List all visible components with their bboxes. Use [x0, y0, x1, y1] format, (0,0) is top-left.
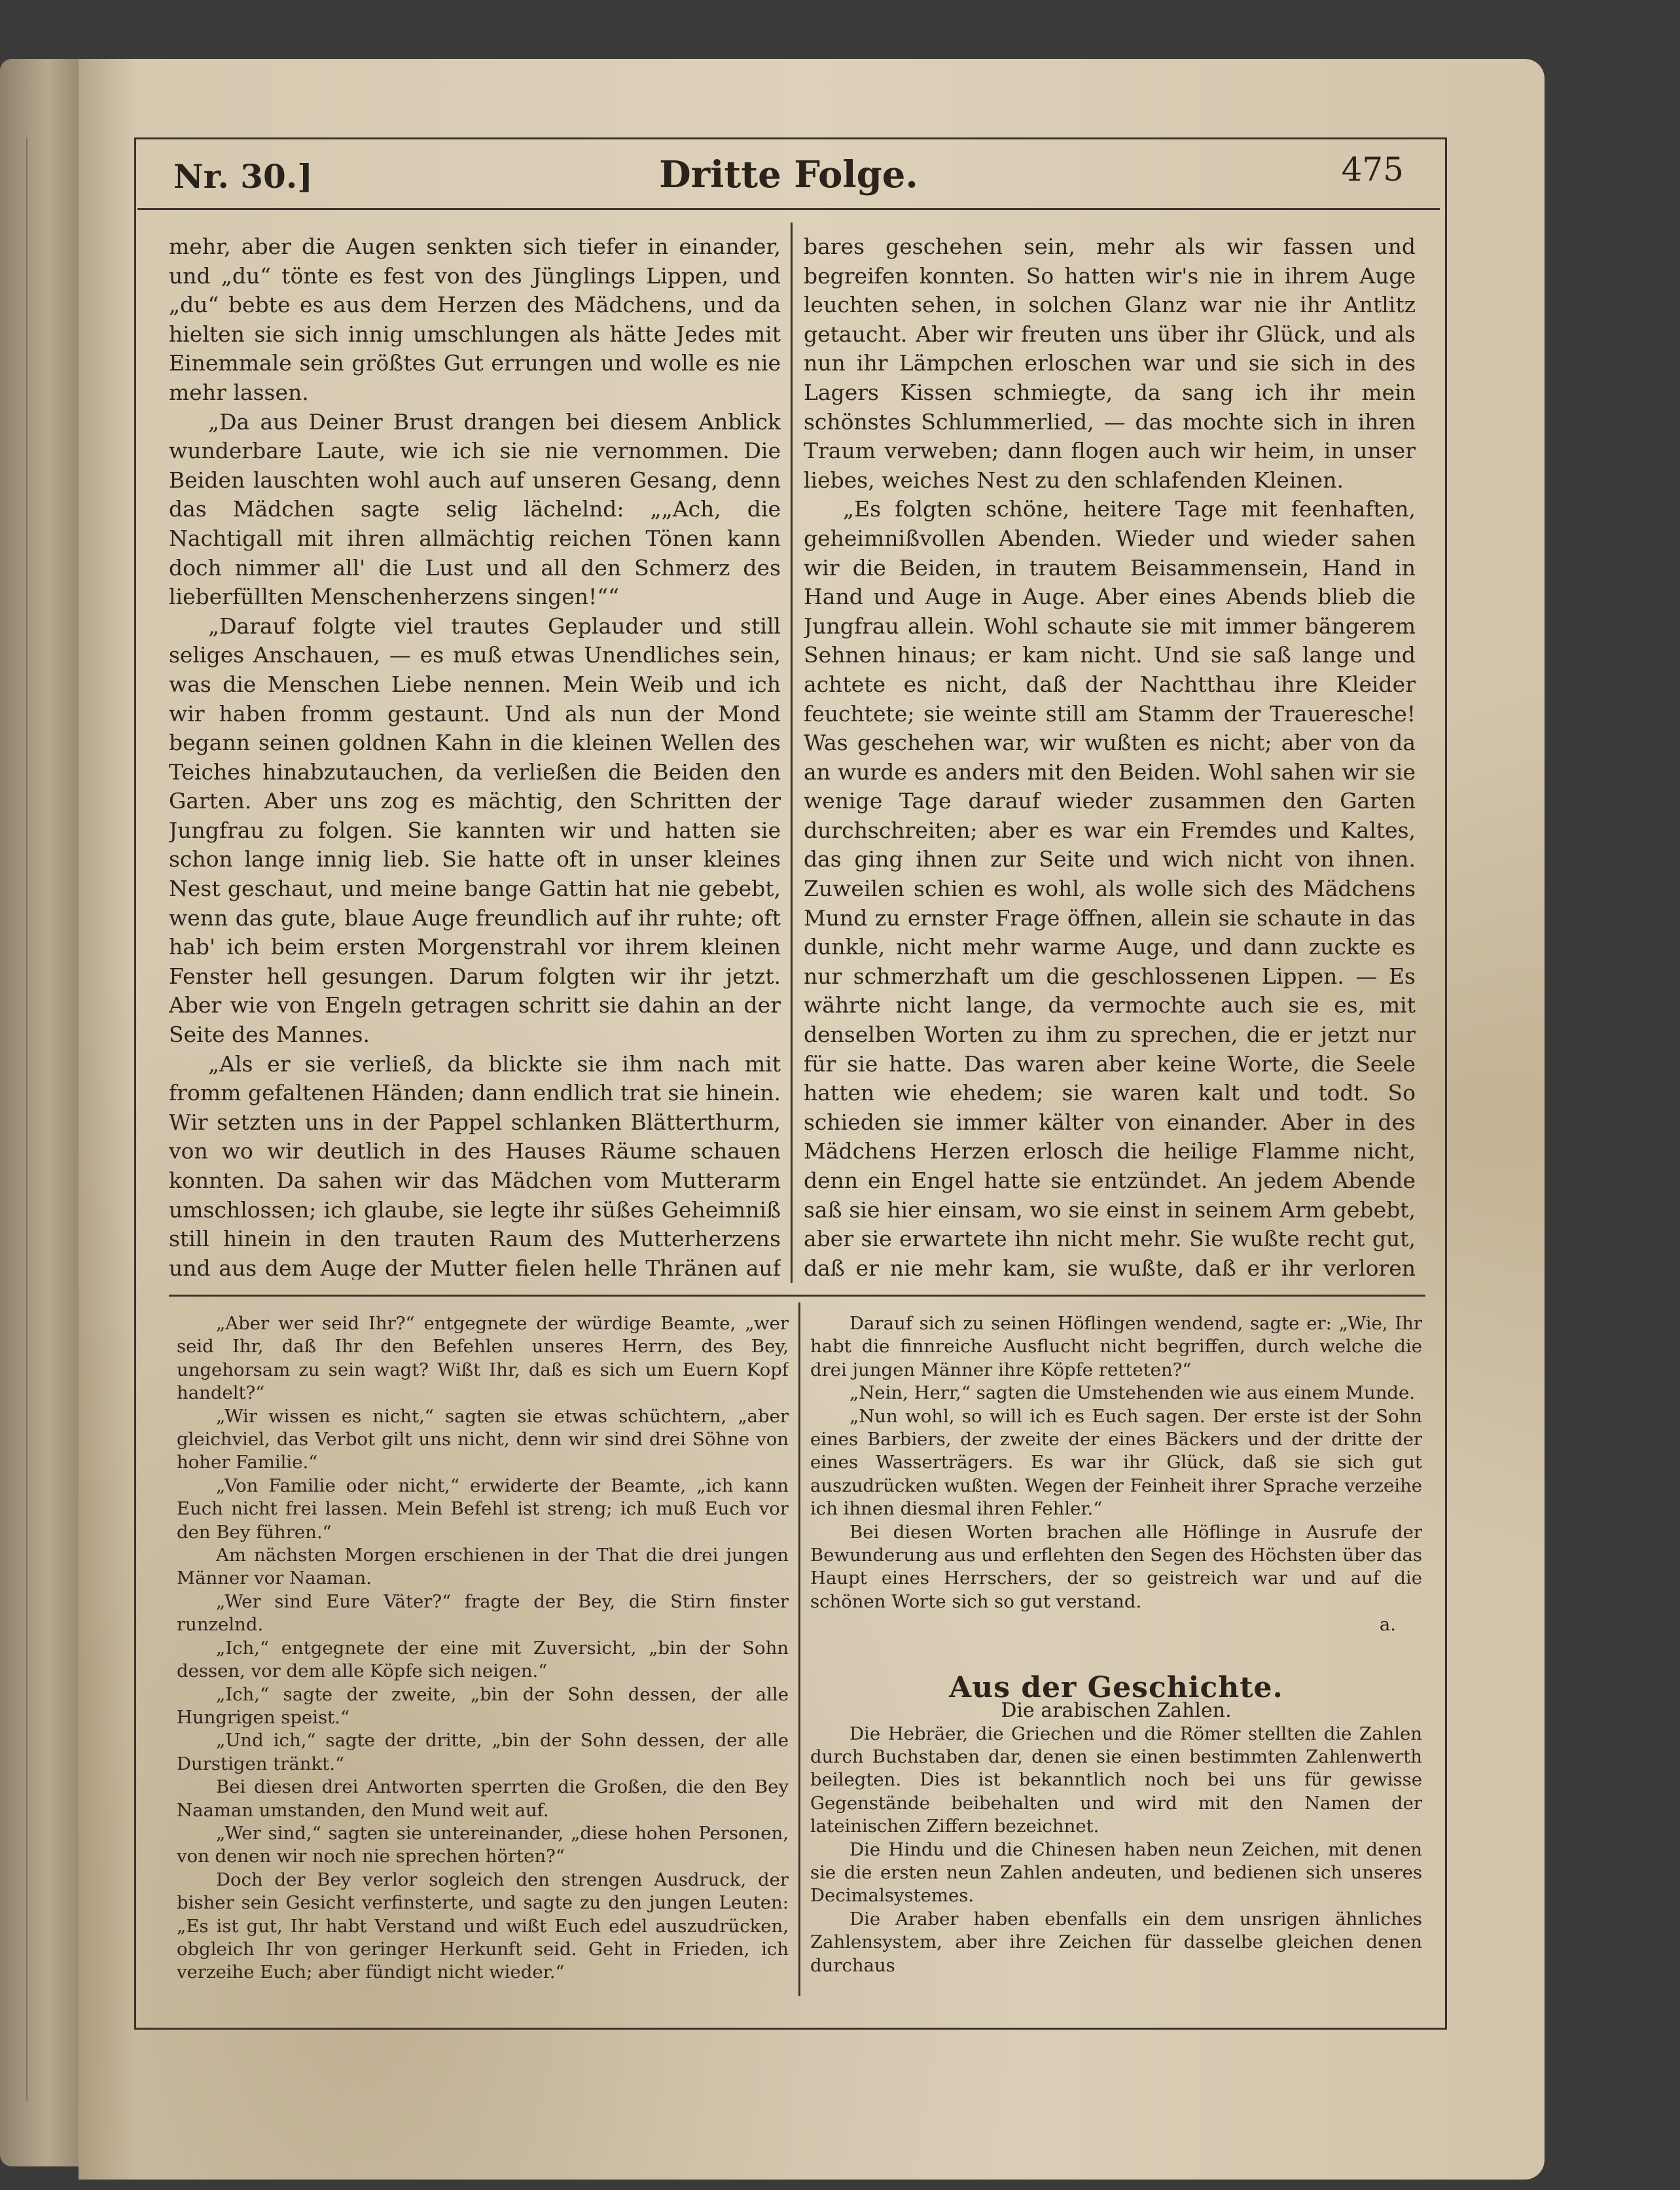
- paragraph: Die Araber haben ebenfalls ein dem unsrigen ähnliches Zahlensystem, aber ihre Zeichen für dasselbe gleichen denen durchaus: [810, 1908, 1422, 1976]
- paragraph: „Nein, Herr,“ sagten die Umstehenden wie aus einem Munde.: [849, 1382, 1416, 1404]
- paragraph: Am nächsten Morgen erschienen in der That die drei jungen Männer vor Naaman.: [177, 1545, 789, 1589]
- paragraph: „Nun wohl, so will ich es Euch sagen. Der erste ist der Sohn eines Barbiers, der zweite der eines Bäckers und der dritte der eines Wasserträgers. Es war ihr Glück, daß sie sich gut auszudrücken wußten. Wegen der Feinheit ihrer Sprache verzeihe ich ihnen diesmal ihren Fehler.“: [810, 1405, 1422, 1520]
- paragraph: „Wer sind,“ sagten sie untereinander, „diese hohen Personen, von denen wir noch nie sprechen hörten?“: [177, 1822, 789, 1867]
- paragraph: mehr, aber die Augen senkten sich tiefer in einander, und „du“ tönte es fest von des Jünglings Lippen, und „du“ bebte es aus dem Herzen des Mädchens, und da hielten sie sich innig umschlungen als hätte Jedes mit Einemmale sein größtes Gut errungen und wolle es nie mehr lassen.: [169, 234, 781, 405]
- upper-left-column: [169, 232, 781, 1280]
- paragraph: „Wir wissen es nicht,“ sagten sie etwas schüchtern, „aber gleichviel, das Verbot gilt uns nicht, denn wir sind drei Söhne von hoher Familie.“: [177, 1405, 789, 1473]
- paragraph: Bei diesen drei Antworten sperrten die Großen, die den Bey Naaman umstanden, den Mund weit auf.: [177, 1776, 789, 1821]
- page-header: [134, 139, 1443, 204]
- paragraph: „Darauf folgte viel trautes Geplauder und still seliges Anschauen, — es muß etwas Unendliches sein, was die Menschen Liebe nennen. Mein Weib und ich wir haben fromm gestaunt. Und als nun der Mond begann seinen goldnen Kahn in die kleinen Wellen des Teiches hinabzutauchen, da verließen die Beiden den Garten. Aber uns zog es mächtig, den Schritten der Jungfrau zu folgen. Sie kannten wir und hatten sie schon lange innig lieb. Sie hatte oft in unser kleines Nest geschaut, und meine bange Gattin hat nie gebebt, wenn das gute, blaue Auge freundlich auf ihr ruhte; oft hab' ich beim ersten Morgenstrahl vor ihrem kleinen Fenster hell gesungen. Darum folgten wir ihr jetzt. Aber wie von Engeln getragen schritt sie dahin an der Seite des Mannes.: [169, 613, 781, 1048]
- column-divider-lower: [798, 1302, 800, 1996]
- paragraph: Bei diesen Worten brachen alle Höflinge in Ausrufe der Bewunderung aus und erflehten den Segen des Höchsten über das Haupt eines Herrschers, der so geistreich war und auf die schönen Worte sich so gut verstand.: [810, 1521, 1422, 1612]
- section-subtitle: Die arabischen Zahlen.: [1001, 1699, 1232, 1723]
- paragraph: „Ich,“ sagte der zweite, „bin der Sohn dessen, der alle Hungrigen speist.“: [177, 1683, 789, 1728]
- header-rule: [137, 208, 1440, 210]
- section-title: Aus der Geschichte.: [949, 1670, 1283, 1704]
- section-divider: [169, 1295, 1425, 1297]
- column-divider-upper: [791, 223, 793, 1283]
- paragraph: „Als er sie verließ, da blickte sie ihm nach mit fromm gefaltenen Händen; dann endlich trat sie hinein. Wir setzten uns in der Pappel schlanken Blätterthurm, von wo wir deutlich in des Hauses Räume schauen konnten. Da sahen wir das Mädchen vom Mutterarm umschlossen; ich glaube, sie legte ihr süßes Geheimniß still hinein in den trauten Raum des Mutterherzens und aus dem Auge der Mutter fielen helle Thränen auf: [169, 1050, 781, 1280]
- previous-page-edge: [0, 59, 79, 2166]
- signature: a.: [1379, 1614, 1396, 1636]
- page-number: 475: [1341, 151, 1404, 188]
- paragraph: „Es folgten schöne, heitere Tage mit feenhaften, geheimnißvollen Abenden. Wieder und wieder sahen wir die Beiden, in trautem Beisammensein, Hand in Hand und Auge in Auge. Aber eines Abends blieb die Jungfrau allein. Wohl schaute sie mit immer bängerem Sehnen hinaus; er kam nicht. Und sie saß lange und achtete es nicht, daß der Nachtthau ihre Kleider feuchtete; sie weinte still am Stamm der Traueresche! Was geschehen war, wir wußten es nicht; aber von da an wurde es anders mit den Beiden. Wohl sahen wir sie wenige Tage darauf wieder zusammen den Garten durchschreiten; aber es war ein Fremdes und Kaltes, das ging ihnen zur Seite und wich nicht von ihnen. Zuweilen schien es wohl, als wolle sich des Mädchens Mund zu ernster Frage öffnen, allein sie schaute in das dunkle, nicht mehr warme Auge, und dann zuckte es nur schmerzhaft um die geschlossenen Lippen. — Es währte nicht lange, da vermochte auch sie es, mit denselben Worten zu ihm zu sprechen, die er jetzt nur für sie hatte. Das waren aber keine Worte, die Seele hatten wie ehedem; sie waren kalt und todt. So schieden sie immer kälter von einander. Aber in des Mädchens Herzen erlosch die heilige Flamme nicht, denn ein Engel hatte sie entzündet. An jedem Abende saß sie hier einsam, wo sie einst in seinem Arm gebebt, aber sie erwartete ihn nicht mehr. Sie wußte recht gut, daß er nie mehr kam, sie wußte, daß er ihr verloren: [804, 496, 1416, 1280]
- paragraph: „Ich,“ entgegnete der eine mit Zuversicht, „bin der Sohn dessen, vor dem alle Köpfe sich neigen.“: [177, 1637, 789, 1682]
- paragraph: „Wer sind Eure Väter?“ fragte der Bey, die Stirn finster runzelnd.: [177, 1590, 789, 1636]
- lower-left-column: [177, 1312, 789, 1996]
- paragraph: bares geschehen sein, mehr als wir fassen und begreifen konnten. So hatten wir's nie in ihrem Auge leuchten sehen, in solchen Glanz war nie ihr Antlitz getaucht. Aber wir freuten uns über ihr Glück, und als nun ihr Lämpchen erloschen war und sie sich in des Lagers Kissen schmiegte, da sang ich ihr mein schönstes Schlummerlied, — das mochte sich in ihren Traum verweben; dann flogen auch wir heim, in unser liebes, weiches Nest zu den schlafenden Kleinen.: [804, 234, 1416, 493]
- paragraph: „Und ich,“ sagte der dritte, „bin der Sohn dessen, der alle Durstigen tränkt.“: [177, 1730, 789, 1774]
- previous-page-rule: [26, 137, 27, 2101]
- paragraph: Doch der Bey verlor sogleich den strengen Ausdruck, der bisher sein Gesicht verfinsterte, und sagte zu den jungen Leuten: „Es ist gut, Ihr habt Verstand und wißt Euch edel auszudrücken, obgleich Ihr von geringer Herkunft seid. Geht in Frieden, ich verzeihe Euch; aber fündigt nicht wieder.“: [177, 1869, 789, 1983]
- paragraph: „Da aus Deiner Brust drangen bei diesem Anblick wunderbare Laute, wie ich sie nie vernommen. Die Beiden lauschten wohl auch auf unseren Gesang, denn das Mädchen sagte selig lächelnd: „„Ach, die Nachtigall mit ihren allmächtig reichen Tönen kann doch nimmer all' die Lust und all den Schmerz des lieberfüllten Menschenherzens singen!““: [169, 408, 781, 610]
- paragraph: Die Hindu und die Chinesen haben neun Zeichen, mit denen sie die ersten neun Zahlen andeuten, und bedienen sich unseres Decimalsystemes.: [810, 1839, 1422, 1907]
- paragraph: „Von Familie oder nicht,“ erwiderte der Beamte, „ich kann Euch nicht frei lassen. Mein Befehl ist streng; ich muß Euch vor den Bey führen.“: [177, 1475, 789, 1543]
- paragraph: Darauf sich zu seinen Höflingen wendend, sagte er: „Wie, Ihr habt die finnreiche Ausflucht nicht begriffen, durch welche die drei jungen Männer ihre Köpfe retteten?“: [810, 1313, 1422, 1380]
- upper-right-column: [804, 232, 1416, 1280]
- lower-right-column: [810, 1312, 1422, 1996]
- paragraph: Die Hebräer, die Griechen und die Römer stellten die Zahlen durch Buchstaben dar, denen sie einen bestimmten Zahlenwerth beilegten. Dies ist bekanntlich noch bei uns für gewisse Gegenstände beibehalten und wird mit den Namen der lateinischen Ziffern bezeichnet.: [810, 1723, 1422, 1837]
- running-title: Dritte Folge.: [659, 153, 918, 196]
- paragraph: „Aber wer seid Ihr?“ entgegnete der würdige Beamte, „wer seid Ihr, daß Ihr den Befehlen unseres Herrn, des Bey, ungehorsam zu sein wagt? Wißt Ihr, daß es sich um Euern Kopf handelt?“: [177, 1313, 789, 1404]
- issue-number: Nr. 30.]: [173, 157, 313, 196]
